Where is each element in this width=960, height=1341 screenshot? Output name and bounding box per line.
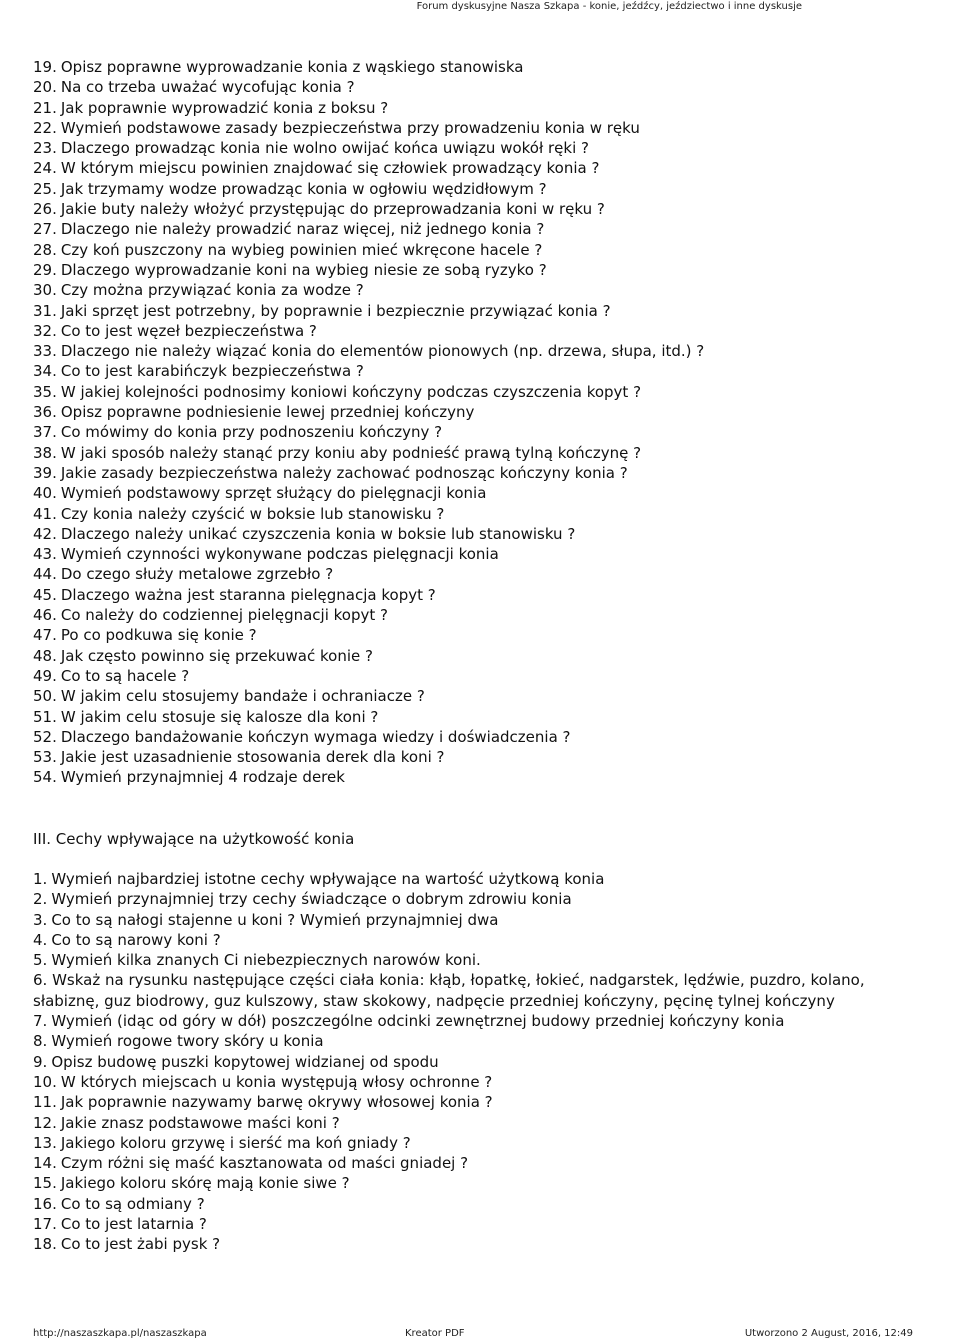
page-header [0, 0, 960, 14]
list-item [33, 524, 933, 544]
list-item [33, 910, 933, 930]
list-item-text: Wymień rogowe twory skóry u konia [51, 1032, 324, 1051]
list-item-text: Jakie zasady bezpieczeństwa należy zachować podnosząc kończyny konia ? [60, 463, 628, 482]
list-item-text: Wymień podstawowe zasady bezpieczeństwa przy prowadzeniu konia w ręku [60, 118, 640, 137]
list-item [33, 57, 933, 77]
list-item [33, 707, 933, 727]
list-item-text: Co to jest węzeł bezpieczeństwa ? [60, 321, 317, 340]
list-item-number: 44. [33, 565, 57, 584]
list-item [33, 666, 933, 686]
footer-creator: Kreator PDF [405, 1328, 465, 1339]
list-item-text: W jakim celu stosujemy bandaże i ochraniacze ? [60, 687, 425, 706]
list-item-number: 20. [33, 78, 57, 97]
list-item-text: Opisz poprawne podniesienie lewej przedniej kończyny [60, 403, 475, 422]
list-item [33, 930, 933, 950]
list-item [33, 361, 933, 381]
list-item [33, 767, 933, 787]
list-item-number: 5. [33, 951, 48, 970]
list-item-number: 24. [33, 159, 57, 178]
list-item-number: 46. [33, 606, 57, 625]
list-item-text: Dlaczego ważna jest staranna pielęgnacja kopyt ? [60, 585, 436, 604]
list-item-text: Opisz budowę puszki kopytowej widzianej od spodu [51, 1052, 439, 1071]
list-item-number: 40. [33, 484, 57, 503]
list-item [33, 1092, 933, 1112]
list-item [33, 585, 933, 605]
list-item-number: 4. [33, 930, 48, 949]
list-item [33, 1011, 933, 1031]
list-item-text: Co to są narowy koni ? [51, 930, 221, 949]
list-item-text: Co to jest karabińczyk bezpieczeństwa ? [60, 362, 364, 381]
list-item-text: Dlaczego bandażowanie kończyn wymaga wiedzy i doświadczenia ? [60, 727, 571, 746]
list-item-number: 32. [33, 321, 57, 340]
list-item [33, 483, 933, 503]
list-item-text: W jaki sposób należy stanąć przy koniu aby podnieść prawą tylną kończynę ? [60, 443, 642, 462]
list-item-number: 29. [33, 260, 57, 279]
list-item-number: 45. [33, 585, 57, 604]
question-list-part2 [33, 869, 933, 1255]
list-item-number: 19. [33, 58, 57, 76]
list-item-text: Dlaczego nie należy prowadzić naraz więcej, niż jednego konia ? [60, 220, 545, 239]
list-item-text: Czy konia należy czyścić w boksie lub stanowisku ? [60, 504, 445, 523]
list-item-number: 28. [33, 240, 57, 259]
list-item-number: 17. [33, 1215, 57, 1234]
list-item-number: 37. [33, 423, 57, 442]
list-item-number: 8. [33, 1032, 48, 1051]
list-item-text: Dlaczego prowadząc konia nie wolno owijać końca uwiązu wokół ręki ? [60, 139, 589, 158]
list-item [33, 1113, 933, 1133]
list-item [33, 646, 933, 666]
list-item-number: 6. [33, 971, 48, 990]
list-item-text: Co należy do codziennej pielęgnacji kopyt ? [60, 606, 388, 625]
list-item [33, 219, 933, 239]
list-item-text: Jakiego koloru grzywę i sierść ma koń gniady ? [60, 1133, 411, 1152]
list-item-number: 12. [33, 1113, 57, 1132]
list-item-number: 54. [33, 768, 57, 787]
list-item-text: Wymień (idąc od góry w dół) poszczególne odcinki zewnętrznej budowy przedniej kończyny konia [51, 1012, 785, 1031]
list-item-number: 36. [33, 403, 57, 422]
list-item-number: 31. [33, 301, 57, 320]
list-item-text: Co to jest latarnia ? [60, 1215, 207, 1234]
list-item [33, 158, 933, 178]
list-item [33, 1214, 933, 1234]
list-item-text: Na co trzeba uważać wycofując konia ? [60, 78, 355, 97]
list-item-number: 21. [33, 98, 57, 117]
page-footer [0, 1326, 960, 1341]
list-item-text: Wymień najbardziej istotne cechy wpływające na wartość użytkową konia [51, 869, 605, 888]
list-item-number: 50. [33, 687, 57, 706]
list-item-number: 38. [33, 443, 57, 462]
list-item-number: 25. [33, 179, 57, 198]
list-item [33, 1173, 933, 1193]
list-item-text: Wskaż na rysunku następujące części ciała konia: kłąb, łopatkę, łokieć, nadgarstek, lędźwie, puzdro, kolano, słabiznę, guz biodrowy, guz kulszowy, staw skokowy, nadpęcie przedniej kończyny, pęcinę tylnej kończyny [33, 971, 865, 1010]
list-item [33, 686, 933, 706]
list-item-text: Co to są odmiany ? [60, 1194, 205, 1213]
list-item-text: Dlaczego nie należy wiązać konia do elementów pionowych (np. drzewa, słupa, itd.) ? [60, 342, 705, 361]
list-item [33, 869, 933, 889]
list-item-number: 41. [33, 504, 57, 523]
list-item [33, 504, 933, 524]
list-item-text: Wymień kilka znanych Ci niebezpiecznych narowów koni. [51, 951, 481, 970]
list-item-text: Jak często powinno się przekuwać konie ? [60, 646, 373, 665]
list-item-text: Po co podkuwa się konie ? [60, 626, 257, 645]
list-item-number: 22. [33, 118, 57, 137]
list-item [33, 889, 933, 909]
list-item [33, 443, 933, 463]
list-item [33, 1153, 933, 1173]
list-item-number: 43. [33, 545, 57, 564]
list-item-number: 10. [33, 1072, 57, 1091]
list-item [33, 625, 933, 645]
list-item [33, 98, 933, 118]
list-item-text: W których miejscach u konia występują włosy ochronne ? [60, 1072, 493, 1091]
list-item-text: Jak poprawnie wyprowadzić konia z boksu ? [60, 98, 389, 117]
list-item-number: 16. [33, 1194, 57, 1213]
list-item [33, 138, 933, 158]
list-item-text: Jakie buty należy włożyć przystępując do przeprowadzania koni w ręku ? [60, 200, 605, 219]
list-item-text: Jak trzymamy wodze prowadząc konia w ogłowiu wędzidłowym ? [60, 179, 547, 198]
list-item-text: Dlaczego wyprowadzanie koni na wybieg niesie ze sobą ryzyko ? [60, 260, 547, 279]
list-item-text: Co to są nałogi stajenne u koni ? Wymień przynajmniej dwa [51, 910, 499, 929]
list-item-text: Jakie jest uzasadnienie stosowania derek dla koni ? [60, 748, 445, 767]
list-item-text: Co mówimy do konia przy podnoszeniu kończyny ? [60, 423, 443, 442]
list-item-number: 34. [33, 362, 57, 381]
list-item [33, 1052, 933, 1072]
list-item [33, 77, 933, 97]
list-item [33, 341, 933, 361]
list-item [33, 544, 933, 564]
list-item-text: Jakiego koloru skórę mają konie siwe ? [60, 1174, 350, 1193]
list-item-number: 13. [33, 1133, 57, 1152]
list-item [33, 1194, 933, 1214]
list-item-text: Wymień przynajmniej 4 rodzaje derek [60, 768, 345, 787]
list-item-number: 9. [33, 1052, 48, 1071]
list-item-number: 35. [33, 382, 57, 401]
list-item-text: Jaki sprzęt jest potrzebny, by poprawnie i bezpiecznie przywiązać konia ? [60, 301, 611, 320]
list-item-text: Jak poprawnie nazywamy barwę okrywy włosowej konia ? [60, 1093, 493, 1112]
list-item-number: 18. [33, 1235, 57, 1254]
list-item-number: 11. [33, 1093, 57, 1112]
list-item-number: 1. [33, 869, 48, 888]
list-item-number: 53. [33, 748, 57, 767]
list-item [33, 564, 933, 584]
list-item [33, 950, 933, 970]
list-item [33, 605, 933, 625]
list-item [33, 301, 933, 321]
list-item [33, 118, 933, 138]
list-item [33, 970, 933, 1011]
list-item-number: 33. [33, 342, 57, 361]
list-item-number: 26. [33, 200, 57, 219]
list-item [33, 1133, 933, 1153]
list-item-text: W jakim celu stosuje się kalosze dla koni ? [60, 707, 379, 726]
footer-created-date: Utworzono 2 August, 2016, 12:49 [744, 1328, 913, 1339]
header-title: Forum dyskusyjne Nasza Szkapa - konie, jeźdźcy, jeździectwo i inne dyskusje [416, 1, 802, 12]
list-item [33, 179, 933, 199]
list-item-number: 47. [33, 626, 57, 645]
list-item-text: W jakiej kolejności podnosimy koniowi kończyny podczas czyszczenia kopyt ? [60, 382, 642, 401]
question-list-part1 [33, 57, 933, 788]
list-item-text: Wymień czynności wykonywane podczas pielęgnacji konia [60, 545, 499, 564]
list-item [33, 260, 933, 280]
list-item-number: 27. [33, 220, 57, 239]
document-body [33, 57, 933, 1255]
list-item-number: 51. [33, 707, 57, 726]
list-item-text: Jakie znasz podstawowe maści koni ? [60, 1113, 340, 1132]
list-item [33, 463, 933, 483]
list-item-number: 49. [33, 666, 57, 685]
list-item-text: Wymień przynajmniej trzy cechy świadczące o dobrym zdrowiu konia [51, 890, 572, 909]
list-item-number: 2. [33, 890, 48, 909]
list-item-number: 15. [33, 1174, 57, 1193]
list-item [33, 1234, 933, 1254]
list-item-text: Czy koń puszczony na wybieg powinien mieć wkręcone hacele ? [60, 240, 543, 259]
list-item-number: 30. [33, 281, 57, 300]
list-item-text: Do czego służy metalowe zgrzebło ? [60, 565, 334, 584]
list-item [33, 422, 933, 442]
list-item [33, 321, 933, 341]
list-item-number: 23. [33, 139, 57, 158]
list-item-number: 52. [33, 727, 57, 746]
footer-url-link[interactable]: http://naszaszkapa.pl/naszaszkapa [33, 1328, 207, 1339]
list-item [33, 382, 933, 402]
list-item-text: Co to jest żabi pysk ? [60, 1235, 221, 1254]
list-item [33, 240, 933, 260]
list-item-text: W którym miejscu powinien znajdować się człowiek prowadzący konia ? [60, 159, 600, 178]
list-item-number: 3. [33, 910, 48, 929]
list-item [33, 1031, 933, 1051]
list-item [33, 402, 933, 422]
list-item [33, 727, 933, 747]
section-heading: III. Cechy wpływające na użytkowość konia [33, 829, 355, 848]
list-item-text: Czy można przywiązać konia za wodze ? [60, 281, 364, 300]
list-item-number: 7. [33, 1012, 48, 1031]
list-item-number: 14. [33, 1154, 57, 1173]
list-item-text: Wymień podstawowy sprzęt służący do pielęgnacji konia [60, 484, 487, 503]
list-item [33, 280, 933, 300]
list-item-text: Czym różni się maść kasztanowata od maści gniadej ? [60, 1154, 469, 1173]
list-item-text: Co to są hacele ? [60, 666, 190, 685]
list-item [33, 747, 933, 767]
list-item-text: Opisz poprawne wyprowadzanie konia z wąskiego stanowiska [60, 58, 524, 76]
list-item-number: 42. [33, 524, 57, 543]
list-item [33, 1072, 933, 1092]
list-item-text: Dlaczego należy unikać czyszczenia konia w boksie lub stanowisku ? [60, 524, 576, 543]
list-item-number: 48. [33, 646, 57, 665]
list-item-number: 39. [33, 463, 57, 482]
list-item [33, 199, 933, 219]
